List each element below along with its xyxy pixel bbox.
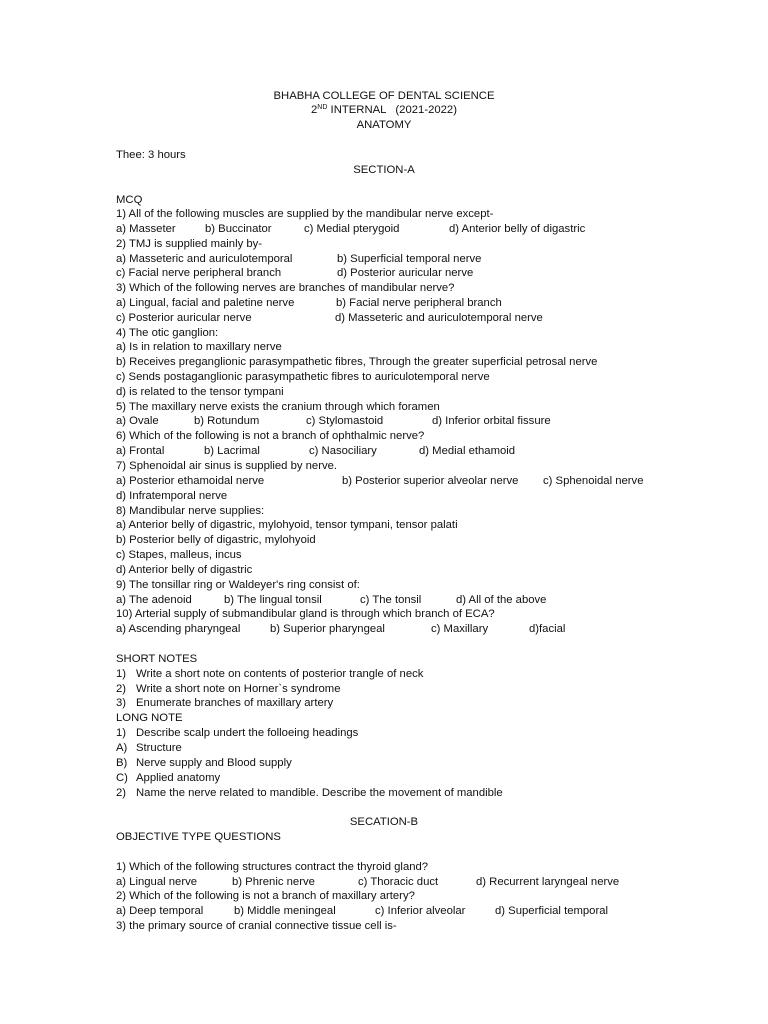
mcq-9-option-c: c) The tonsil [360, 594, 422, 606]
mcq-8-option-c: c) Stapes, malleus, incus [116, 549, 242, 561]
mcq-question-9: 9) The tonsillar ring or Waldeyer's ring consist of: [116, 579, 360, 591]
objective-1-option-c: c) Thoracic duct [358, 876, 439, 888]
short-note-number: 1) [116, 668, 127, 680]
mcq-heading: MCQ [116, 194, 143, 206]
exam-title-superscript: ND [317, 104, 328, 111]
short-note-number: 3) [116, 697, 127, 709]
objective-1-option-d: d) Recurrent laryngeal nerve [476, 876, 620, 888]
mcq-4-option-a: a) Is in relation to maxillary nerve [116, 341, 282, 353]
long-note-text: Applied anatomy [136, 772, 221, 784]
objective-2-option-c: c) Inferior alveolar [375, 905, 466, 917]
exam-title-prefix: 2 [311, 104, 318, 116]
long-note-item [116, 786, 503, 800]
long-note-number: B) [116, 757, 128, 769]
mcq-3-option-a: a) Lingual, facial and paletine nerve [116, 297, 295, 309]
mcq-6-option-b: b) Lacrimal [204, 445, 260, 457]
mcq-7-option-a: a) Posterior ethamoidal nerve [116, 475, 265, 487]
objective-2-option-a: a) Deep temporal [116, 905, 204, 917]
mcq-2-option-b: b) Superficial temporal nerve [337, 253, 482, 265]
long-note-item [116, 726, 358, 740]
mcq-10-option-b: b) Superior pharyngeal [270, 623, 385, 635]
mcq-5-option-c: c) Stylomastoid [306, 415, 384, 427]
mcq-1-option-d: d) Anterior belly of digastric [449, 223, 586, 235]
mcq-4-option-d: d) is related to the tensor tympani [116, 386, 284, 398]
subject-title: ANATOMY [356, 119, 412, 131]
long-note-number: 2) [116, 787, 127, 799]
short-note-item [116, 667, 423, 681]
mcq-9-option-d: d) All of the above [456, 594, 547, 606]
long-note-text: Structure [136, 742, 182, 754]
exam-duration: Thee: 3 hours [116, 149, 186, 161]
mcq-question-5: 5) The maxillary nerve exists the cranium through which foramen [116, 401, 440, 413]
mcq-3-option-b: b) Facial nerve peripheral branch [336, 297, 502, 309]
mcq-5-option-a: a) Ovale [116, 415, 159, 427]
objective-1-option-b: b) Phrenic nerve [232, 876, 315, 888]
long-note-number: A) [116, 742, 128, 754]
short-note-number: 2) [116, 683, 127, 695]
mcq-question-6: 6) Which of the following is not a branch of ophthalmic nerve? [116, 430, 425, 442]
mcq-7-option-d: d) Infratemporal nerve [116, 490, 228, 502]
mcq-2-option-c: c) Facial nerve peripheral branch [116, 267, 282, 279]
long-note-item [116, 771, 220, 785]
mcq-10-option-a: a) Ascending pharyngeal [116, 623, 241, 635]
exam-title [0, 103, 768, 117]
objective-2-option-b: b) Middle meningeal [234, 905, 336, 917]
long-note-text: Name the nerve related to mandible. Describe the movement of mandible [136, 787, 503, 799]
mcq-2-option-a: a) Masseteric and auriculotemporal [116, 253, 293, 265]
long-note-text: Nerve supply and Blood supply [136, 757, 292, 769]
section-a-heading: SECTION-A [353, 164, 415, 176]
mcq-1-option-c: c) Medial pterygoid [304, 223, 400, 235]
short-note-text: Enumerate branches of maxillary artery [136, 697, 334, 709]
mcq-question-2: 2) TMJ is supplied mainly by- [116, 238, 263, 250]
exam-title-rest: INTERNAL (2021-2022) [327, 104, 457, 116]
short-note-text: Write a short note on contents of posterior trangle of neck [136, 668, 424, 680]
objective-question-3: 3) the primary source of cranial connective tissue cell is- [116, 920, 397, 932]
mcq-1-option-b: b) Buccinator [205, 223, 272, 235]
mcq-1-option-a: a) Masseter [116, 223, 176, 235]
mcq-5-option-b: b) Rotundum [194, 415, 260, 427]
mcq-6-option-a: a) Frontal [116, 445, 165, 457]
mcq-6-option-c: c) Nasociliary [309, 445, 377, 457]
long-note-item [116, 756, 292, 770]
long-note-heading: LONG NOTE [116, 712, 183, 724]
objective-2-option-d: d) Superficial temporal [495, 905, 609, 917]
mcq-question-10: 10) Arterial supply of submandibular gland is through which branch of ECA? [116, 608, 495, 620]
long-note-number: C) [116, 772, 128, 784]
section-b-heading: SECATION-B [349, 816, 419, 828]
long-note-number: 1) [116, 727, 127, 739]
mcq-question-8: 8) Mandibular nerve supplies: [116, 505, 265, 517]
mcq-3-option-d: d) Masseteric and auriculotemporal nerve [335, 312, 543, 324]
mcq-5-option-d: d) Inferior orbital fissure [432, 415, 551, 427]
mcq-question-3: 3) Which of the following nerves are branches of mandibular nerve? [116, 282, 455, 294]
long-note-item [116, 741, 182, 755]
mcq-question-1: 1) All of the following muscles are supplied by the mandibular nerve except- [116, 208, 494, 220]
mcq-question-7: 7) Sphenoidal air sinus is supplied by nerve. [116, 460, 338, 472]
mcq-9-option-a: a) The adenoid [116, 594, 192, 606]
short-note-item [116, 696, 333, 710]
mcq-3-option-c: c) Posterior auricular nerve [116, 312, 252, 324]
mcq-8-option-a: a) Anterior belly of digastric, mylohyoid, tensor tympani, tensor palati [116, 519, 458, 531]
objective-question-1: 1) Which of the following structures contract the thyroid gland? [116, 861, 429, 873]
mcq-9-option-b: b) The lingual tonsil [224, 594, 322, 606]
mcq-7-option-b: b) Posterior superior alveolar nerve [342, 475, 519, 487]
mcq-4-option-c: c) Sends postaganglionic parasympathetic fibres to auriculotemporal nerve [116, 371, 490, 383]
short-note-text: Write a short note on Horner`s syndrome [136, 683, 341, 695]
mcq-question-4: 4) The otic ganglion: [116, 327, 219, 339]
mcq-2-option-d: d) Posterior auricular nerve [337, 267, 474, 279]
objective-heading: OBJECTIVE TYPE QUESTIONS [116, 831, 281, 843]
short-notes-heading: SHORT NOTES [116, 653, 198, 665]
objective-1-option-a: a) Lingual nerve [116, 876, 198, 888]
mcq-4-option-b: b) Receives preganglionic parasympathetic fibres, Through the greater superficial petrosal nerve [116, 356, 598, 368]
mcq-7-option-c: c) Sphenoidal nerve [543, 475, 644, 487]
objective-question-2: 2) Which of the following is not a branch of maxillary artery? [116, 890, 415, 902]
mcq-8-option-d: d) Anterior belly of digastric [116, 564, 253, 576]
mcq-10-option-c: c) Maxillary [431, 623, 489, 635]
short-note-item [116, 682, 340, 696]
college-name: BHABHA COLLEGE OF DENTAL SCIENCE [273, 90, 495, 102]
mcq-6-option-d: d) Medial ethamoid [419, 445, 516, 457]
mcq-10-option-d: d)facial [529, 623, 566, 635]
mcq-8-option-b: b) Posterior belly of digastric, mylohyoid [116, 534, 316, 546]
long-note-text: Describe scalp undert the folloeing headings [136, 727, 359, 739]
